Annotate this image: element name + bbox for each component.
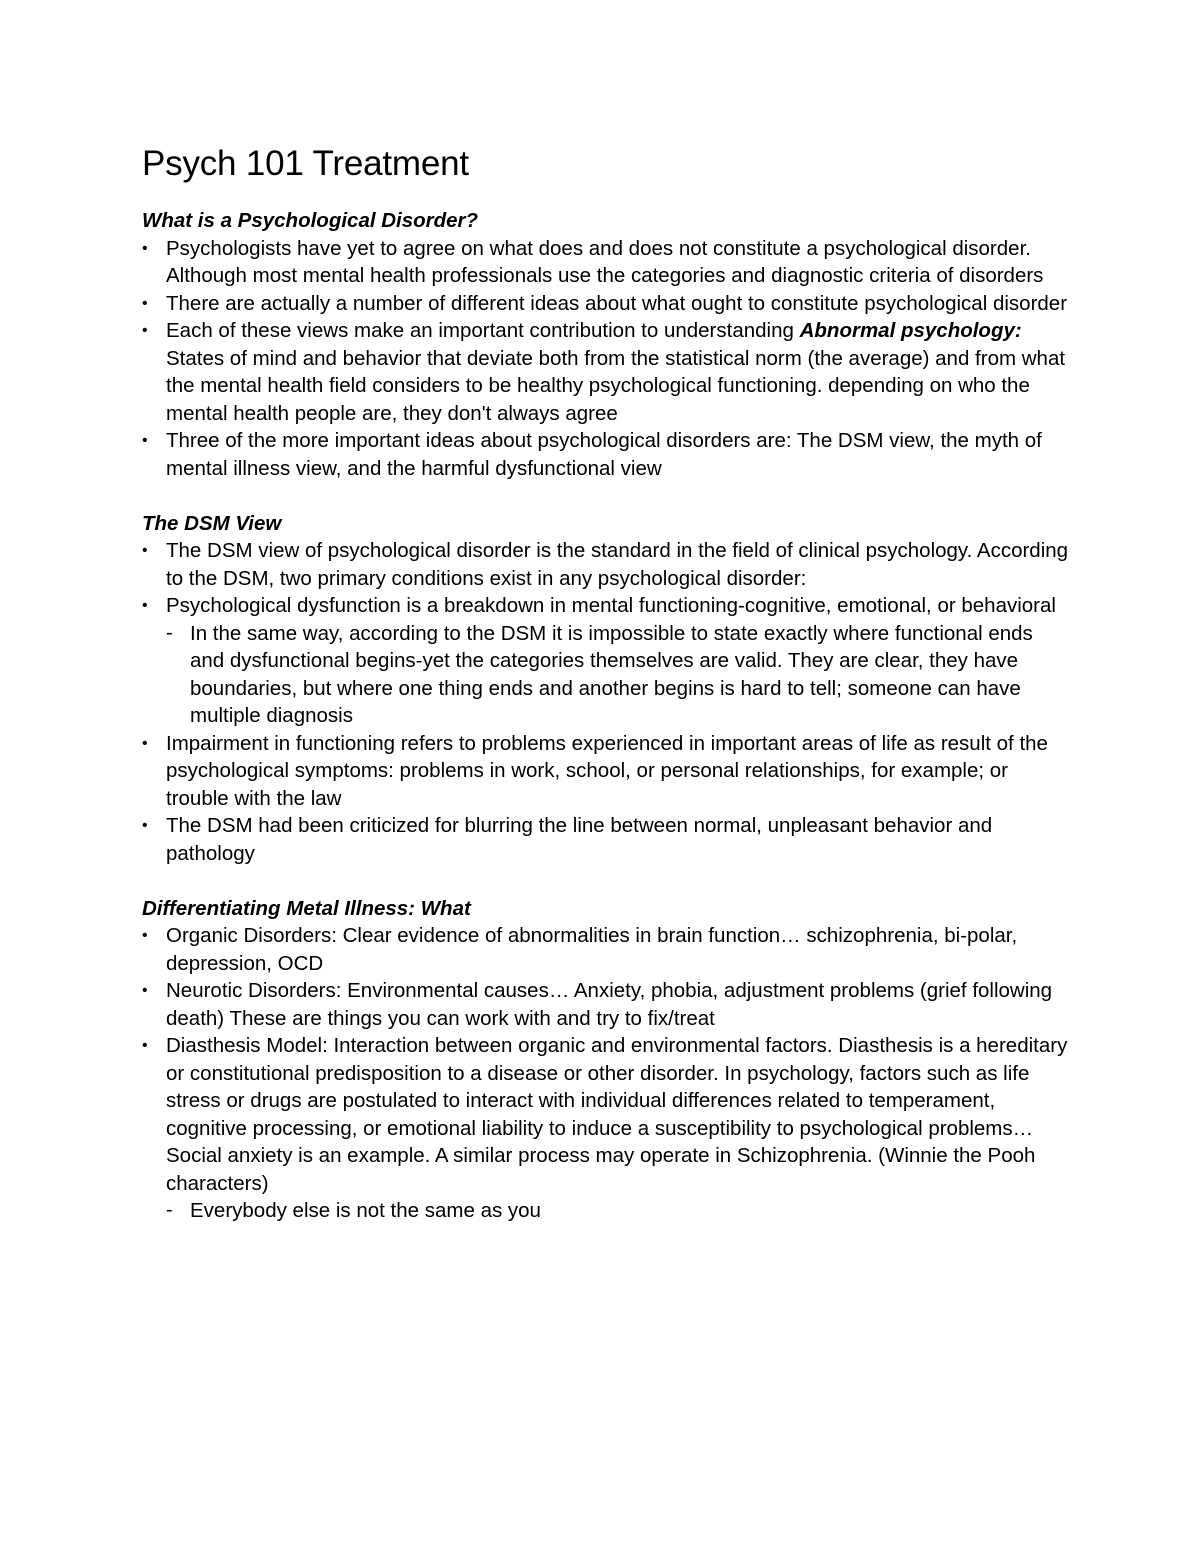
section-dsm-view (142, 510, 1072, 868)
list-item-text: Diasthesis Model: Interaction between organic and environmental factors. Diasthesis is a hereditary or constitutional predisposition to a disease or other disorder. In psychology, factors such as life stress or drugs are postulated to interact with individual differences related to temperament, cognitive processing, or emotional liability to induce a susceptibility to psychological problems…Social anxiety is an example. A similar process may operate in Schizophrenia. (Winnie the Pooh characters) (166, 1034, 1068, 1195)
list-item-text: Psychologists have yet to agree on what does and does not constitute a psychological disorder. Although most mental health professionals use the categories and diagnostic criteria of disorders (166, 236, 1044, 287)
term-abnormal-psychology: Abnormal psychology: (799, 319, 1022, 342)
sub-list-item-text: In the same way, according to the DSM it is impossible to state exactly where functional ends and dysfunctional begins-yet the categories themselves are valid. They are clear, they have boundaries, but where one thing ends and another begins is hard to tell; someone can have multiple diagnosis (190, 621, 1033, 727)
list-item (142, 537, 1072, 592)
list-item-text-after: States of mind and behavior that deviate both from the statistical norm (the average) and from what the mental health field considers to be healthy psychological functioning. depending on who the mental health people are, they don't always agree (166, 346, 1066, 425)
dash-icon: - (166, 1199, 173, 1221)
list-item-text: Impairment in functioning refers to problems experienced in important areas of life as result of the psychological symptoms: problems in work, school, or personal relationships, for example; or trouble with the law (166, 731, 1048, 810)
bullet-icon: • (142, 982, 148, 999)
bullet-icon: • (142, 294, 148, 312)
list-item-text: Neurotic Disorders: Environmental causes… Anxiety, phobia, adjustment problems (grief following death) These are things you can work with and try to fix/treat (166, 979, 1053, 1030)
list-item-text-before: Each of these views make an important contribution to understanding (166, 319, 800, 342)
bullet-icon: • (142, 239, 148, 257)
bullet-list (142, 235, 1072, 483)
list-item (142, 592, 1072, 730)
sub-list-item (166, 620, 1072, 730)
bullet-icon: • (142, 322, 148, 339)
document-page (142, 142, 1072, 1225)
list-item (142, 977, 1072, 1032)
list-item (142, 922, 1072, 977)
list-item-text: There are actually a number of different ideas about what ought to constitute psychological disorder (166, 291, 1068, 315)
list-item (142, 730, 1072, 813)
list-item-text: The DSM view of psychological disorder is the standard in the field of clinical psychology. According to the DSM, two primary conditions exist in any psychological disorder: (166, 539, 1069, 590)
section-heading: What is a Psychological Disorder? (142, 209, 479, 232)
bullet-icon: • (142, 542, 148, 559)
dash-icon: - (166, 621, 173, 644)
section-differentiating-mental-illness (142, 895, 1072, 1225)
bullet-list (142, 922, 1072, 1225)
section-what-is-disorder (142, 207, 1072, 482)
list-item (142, 427, 1072, 482)
bullet-icon: • (142, 432, 148, 449)
list-item-text: Organic Disorders: Clear evidence of abnormalities in brain function… schizophrenia, bi-polar, depression, OCD (166, 924, 1018, 975)
sub-list-item (166, 1197, 1072, 1225)
bullet-icon: • (142, 927, 148, 944)
section-heading: Differentiating Metal Illness: What (142, 896, 471, 920)
list-item-text: The DSM had been criticized for blurring the line between normal, unpleasant behavior and pathology (166, 814, 993, 865)
bullet-icon: • (142, 1037, 148, 1054)
section-heading: The DSM View (142, 511, 282, 535)
sub-list-item-text: Everybody else is not the same as you (190, 1199, 541, 1222)
sub-list (166, 620, 1072, 730)
list-item (142, 812, 1072, 867)
bullet-icon: • (142, 817, 148, 834)
document-title: Psych 101 Treatment (142, 144, 469, 183)
list-item (142, 1032, 1072, 1225)
list-item (142, 317, 1072, 427)
sub-list (166, 1197, 1072, 1225)
bullet-icon: • (142, 734, 148, 752)
list-item-text (166, 319, 1065, 425)
list-item-text: Three of the more important ideas about psychological disorders are: The DSM view, the myth of mental illness view, and the harmful dysfunctional view (166, 429, 1042, 480)
list-item-text: Psychological dysfunction is a breakdown in mental functioning-cognitive, emotional, or behavioral (166, 594, 1056, 617)
list-item (142, 235, 1072, 290)
bullet-list (142, 537, 1072, 867)
list-item (142, 290, 1072, 318)
bullet-icon: • (142, 597, 148, 614)
